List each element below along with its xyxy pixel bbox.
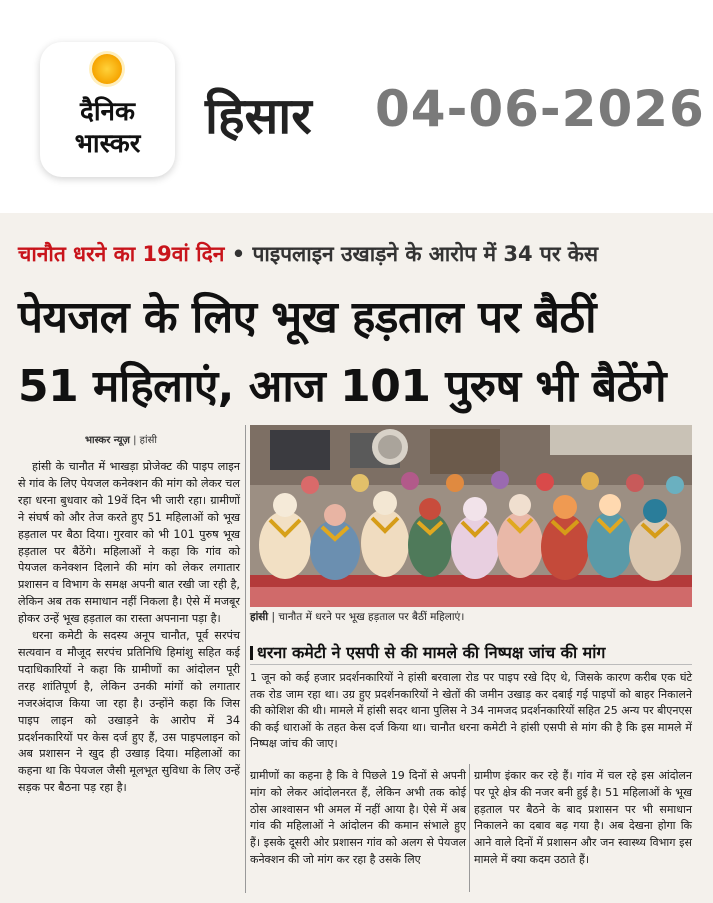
column-divider-2 bbox=[469, 764, 470, 892]
left-column bbox=[18, 459, 240, 797]
headline-line1: पेयजल के लिए भूख हड़ताल पर बैठीं bbox=[18, 292, 596, 343]
photo-caption bbox=[250, 610, 692, 624]
subhead-marker bbox=[250, 646, 253, 660]
right-column: ग्रामीण इंकार कर रहे हैं। गांव में चल रहे इस आंदोलन पर पूरे क्षेत्र की नजर बनी हुई है। 51 महिलाओं के भूख हड़ताल पर बैठने के बाद प्रशासन पर भी समाधान निकालने का दबाव बढ़ गया है। अब देखना होगा कि आने वाले दिनों में प्रशासन और जन स्वास्थ्य विभाग इस मामले में क्या कदम उठाते हैं। bbox=[474, 769, 692, 866]
byline bbox=[85, 432, 157, 446]
headline-line2: 51 महिलाएं, आज 101 पुरुष भी बैठेंगे bbox=[18, 361, 666, 412]
edition-city: हिसार bbox=[205, 87, 312, 145]
subheading bbox=[250, 641, 605, 663]
kicker-text: • पाइपलाइन उखाड़ने के आरोप में 34 पर केस bbox=[224, 242, 599, 266]
left-paragraph-2: धरना कमेटी के सदस्य अनूप चानौत, पूर्व सरपंच सत्यवान व मौजूद सरपंच प्रतिनिधि हिमांशु सहित कई पदाधिकारियों ने कहा कि ग्रामीणों का आंदोलन पूरी तरह शांतिपूर्ण है, लेकिन उनकी मांगों को लगातार नजरअंदाज किया जा रहा है। उन्होंने कहा कि जिस पाइप लाइन को उखाड़ने के आरोप में 34 प्रदर्शनकारियों पर केस दर्ज हुए हैं, उस पाइपलाइन को अब प्रशासन ने खुद ही उखाड़ दिया। महिलाओं का कहना था कि पेयजल जैसी मूलभूत सुविधा के लिए उन्हें सड़क पर बैठना पड़ रहा है। bbox=[18, 629, 240, 795]
page-header bbox=[0, 0, 713, 210]
subhead-paragraph: 1 जून को कई हजार प्रदर्शनकारियों ने हांसी बरवाला रोड पर पाइप रखे दिए थे, जिसके कारण करीब एक घंटे तक रोड जाम रहा था। उग्र हुए प्रदर्शनकारियों ने खेतों की जमीन उखाड़ कर दबाई गई पाइपों को बाहर निकालने की कोशिश की थी। मामले में हांसी सदर थाना पुलिस ने 34 नामजद प्रदर्शनकारियों सहित 25 अन्य पर बीएनएस की कई धाराओं के तहत केस दर्ज किया था। चानौत धरना कमेटी ने हांसी एसपी से मांग की है कि इस मामले में निष्पक्ष जांच की जाए। bbox=[250, 671, 692, 750]
sun-icon bbox=[92, 54, 122, 84]
protest-photo bbox=[250, 425, 692, 607]
column-divider bbox=[245, 425, 246, 893]
logo-text-line1: दैनिक bbox=[80, 97, 135, 127]
middle-column: ग्रामीणों का कहना है कि वे पिछले 19 दिनों से अपनी मांग को लेकर आंदोलनरत हैं, लेकिन अभी तक कोई ठोस आश्वासन भी अमल में नहीं आया है। ऐसे में अब गांव की महिलाओं ने आंदोलन की कमान संभाले हुए हैं। इसके दूसरी ओर प्रशासन गांव को अलग से पेयजल कनेक्शन की जो मांग कर रहा है उसके लिए bbox=[250, 769, 466, 866]
left-paragraph-1: हांसी के चानौत में भाखड़ा प्रोजेक्ट की पाइप लाइन से गांव के लिए पेयजल कनेक्शन की मांग को लेकर चल रहा धरना बुधवार को 19वें दिन भी जारी रहा। ग्रामीणों ने संघर्ष को और तेज करते हुए 51 महिलाओं को भूख हड़ताल पर बैठा दिया। गुरवार को भी 101 पुरुष भूख हड़ताल पर बैठेंगे। महिलाओं ने कहा कि गांव को पेयजल कनेक्शन दिलाने की मांग को लेकर लगातार प्रशासन व विभाग के समक्ष अपनी बात रखी जा रही है, लेकिन अब तक समाधान नहीं निकला है। ऐसे में मजबूर होकर उन्हें भूख हड़ताल का रास्ता अपनाना पड़ा है। bbox=[18, 460, 240, 626]
byline-place: | हांसी bbox=[129, 435, 157, 446]
caption-place: हांसी bbox=[250, 611, 269, 623]
subhead-rule bbox=[250, 664, 692, 665]
edition-date: 04-06-2026 bbox=[375, 80, 705, 138]
subhead-text: धरना कमेटी ने एसपी से की मामले की निष्पक्ष जांच की मांग bbox=[257, 643, 606, 662]
article-kicker bbox=[18, 240, 598, 268]
caption-text: | चानौत में धरने पर भूख हड़ताल पर बैठीं महिलाएं। bbox=[268, 611, 465, 623]
byline-source: भास्कर न्यूज़ bbox=[85, 435, 130, 446]
logo-text-line2: भास्कर bbox=[74, 129, 141, 159]
dainik-bhaskar-logo bbox=[40, 42, 175, 177]
kicker-highlight: चानौत धरने का 19वां दिन bbox=[18, 242, 225, 266]
